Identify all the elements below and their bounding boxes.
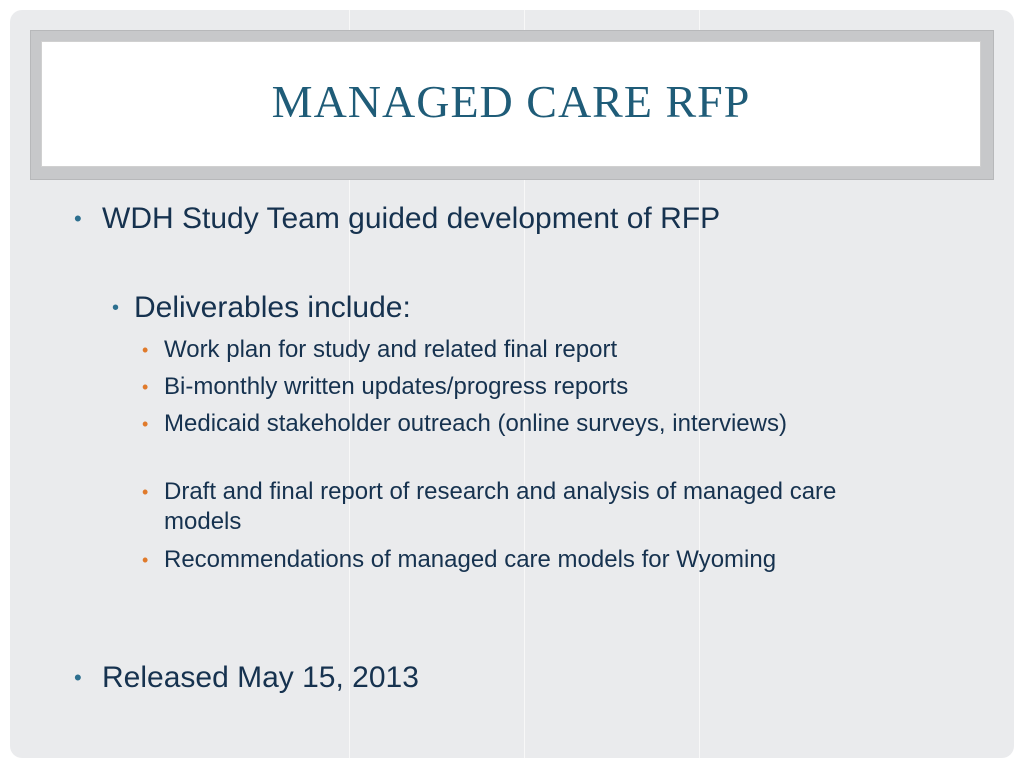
sub-bullet-item: [142, 335, 862, 365]
sub-bullet-text: Medicaid stakeholder outreach (online surveys, interviews): [164, 410, 787, 437]
sub-bullet-text: Work plan for study and related final report: [164, 336, 618, 363]
bullet-icon: •: [142, 482, 149, 502]
bullet-item: [74, 202, 954, 236]
bullet-icon: •: [74, 206, 82, 231]
bullet-text: WDH Study Team guided development of RFP: [102, 202, 721, 235]
sub-bullet-item: [142, 477, 862, 537]
bullet-icon: •: [142, 340, 149, 360]
bullet-item: [74, 661, 954, 695]
bullet-icon: •: [112, 297, 120, 319]
slide: [10, 10, 1014, 758]
sub-bullet-text: Draft and final report of research and analysis of managed care models: [164, 478, 837, 535]
bullet-icon: •: [74, 665, 82, 690]
bullet-icon: •: [142, 550, 149, 570]
sub-bullet-item: [142, 372, 862, 402]
bullet-text: Deliverables include:: [134, 291, 411, 324]
bullet-icon: •: [142, 377, 149, 397]
sub-bullet-item: [142, 545, 862, 575]
sub-bullet-text: Bi-monthly written updates/progress reports: [164, 373, 629, 400]
slide-content: [10, 10, 1014, 758]
slide-title: MANAGED CARE RFP: [271, 75, 751, 127]
sub-bullet-item: [142, 409, 862, 439]
bullet-item: [112, 291, 952, 325]
sub-bullet-text: Recommendations of managed care models for Wyoming: [164, 546, 777, 573]
bullet-icon: •: [142, 414, 149, 434]
bullet-text: Released May 15, 2013: [102, 661, 419, 694]
